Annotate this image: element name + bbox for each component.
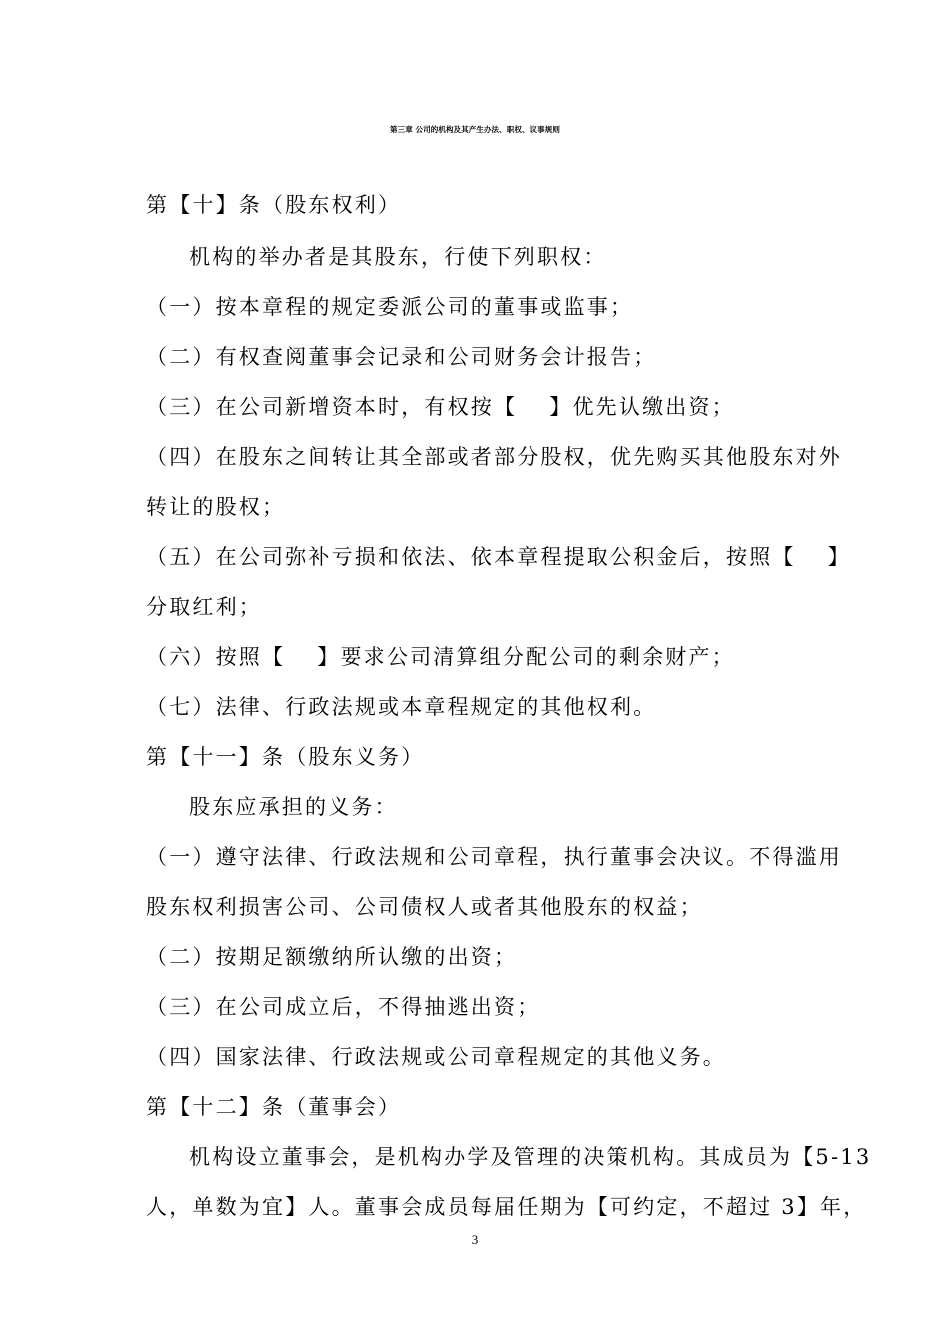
article-10-intro: 机构的举办者是其股东，行使下列职权：	[189, 245, 607, 269]
article-11-heading: 第【十一】条（股东义务）	[146, 745, 425, 769]
article-10-item-4: （四）在股东之间转让其全部或者部分股权，优先购买其他股东对外	[146, 445, 842, 469]
article-11-item-2: （二）按期足额缴纳所认缴的出资；	[146, 945, 518, 969]
article-12-heading: 第【十二】条（董事会）	[146, 1095, 402, 1119]
article-12-paragraph: 机构设立董事会，是机构办学及管理的决策机构。其成员为【5-13	[189, 1145, 872, 1169]
article-11-intro: 股东应承担的义务：	[189, 795, 398, 819]
article-11-item-4: （四）国家法律、行政法规或公司章程规定的其他义务。	[146, 1045, 726, 1069]
article-10-item-7: （七）法律、行政法规或本章程规定的其他权利。	[146, 695, 657, 719]
page-number: 3	[471, 1232, 479, 1247]
article-10-item-6: （六）按照【 】要求公司清算组分配公司的剩余财产；	[146, 645, 735, 669]
article-11-item-1-cont: 股东权利损害公司、公司债权人或者其他股东的权益；	[146, 895, 703, 919]
article-10-item-4-cont: 转让的股权；	[146, 495, 286, 519]
chapter-title: 第三章 公司的机构及其产生办法、职权、议事规则	[390, 125, 560, 134]
article-10-item-5-cont: 分取红利；	[146, 595, 262, 619]
article-10-heading: 第【十】条（股东权利）	[146, 193, 402, 217]
article-12-paragraph-cont: 人，单数为宜】人。董事会成员每届任期为【可约定，不超过 3】年，	[146, 1195, 867, 1219]
article-10-item-1: （一）按本章程的规定委派公司的董事或监事；	[146, 295, 634, 319]
article-11-item-1: （一）遵守法律、行政法规和公司章程，执行董事会决议。不得滥用	[146, 845, 842, 869]
article-11-item-3: （三）在公司成立后，不得抽逃出资；	[146, 995, 541, 1019]
article-10-item-5: （五）在公司弥补亏损和依法、依本章程提取公积金后，按照【 】	[146, 545, 851, 569]
article-10-item-3: （三）在公司新增资本时，有权按【 】优先认缴出资；	[146, 395, 735, 419]
article-10-item-2: （二）有权查阅董事会记录和公司财务会计报告；	[146, 345, 657, 369]
